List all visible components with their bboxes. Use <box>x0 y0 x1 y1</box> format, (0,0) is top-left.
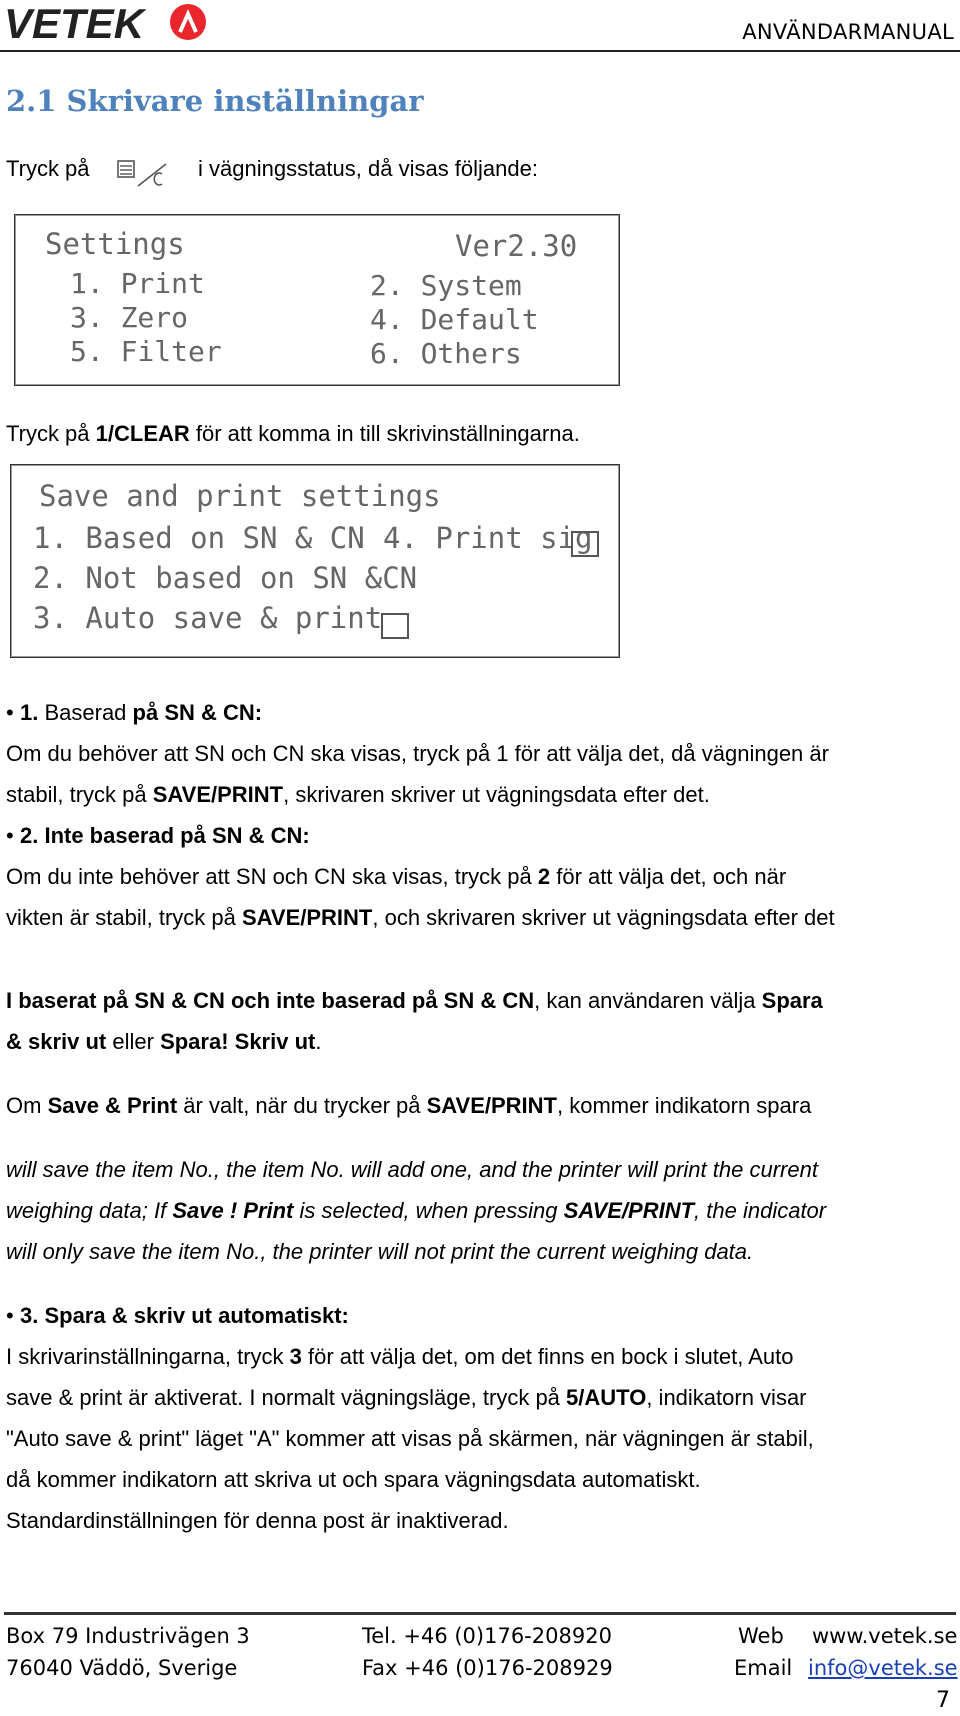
footer-tel: Tel. +46 (0)176-208920 <box>362 1624 612 1648</box>
intro-after: i vägningsstatus, då visas följande: <box>198 156 538 181</box>
option-1-heading: • 1. Baserad på SN & CN: <box>6 700 263 725</box>
print-sig-checkbox[interactable] <box>571 531 599 557</box>
settings-screen-version: Ver2.30 <box>455 229 578 263</box>
vetek-logo <box>4 0 224 48</box>
footer-web-label: Web <box>738 1624 784 1648</box>
option-2-line2: vikten är stabil, tryck på SAVE/PRINT, och skrivaren skriver ut vägningsdata efter det <box>6 905 835 930</box>
settings-item: 2. System <box>370 269 522 302</box>
footer-email-label: Email <box>734 1656 793 1680</box>
footer-web-link[interactable]: www.vetek.se <box>812 1624 958 1648</box>
page-number: 7 <box>936 1688 950 1713</box>
footer-address-1: Box 79 Industrivägen 3 <box>6 1624 250 1648</box>
english-line2: weighing data; If Save ! Print is selected, when pressing SAVE/PRINT, the indicator <box>6 1198 827 1223</box>
footer-fax: Fax +46 (0)176-208929 <box>362 1656 613 1680</box>
doc-title: ANVÄNDARMANUAL <box>742 20 954 44</box>
option-2-line1: Om du inte behöver att SN och CN ska visas, tryck på 2 för att välja det, och när <box>6 864 787 889</box>
save-print-option-4: 4. Print sig <box>383 521 593 555</box>
settings-item: 4. Default <box>370 303 539 336</box>
instruction-line: Tryck på 1/CLEAR för att komma in till skrivinställningarna. <box>6 421 580 446</box>
settings-screen <box>14 214 620 386</box>
settings-item: 3. Zero <box>70 301 189 334</box>
settings-screen-title: Settings <box>45 227 185 261</box>
option-3-line3: "Auto save & print" läget "A" kommer att visas på skärmen, när vägningen är stabil, <box>6 1426 814 1451</box>
option-3-line2: save & print är aktiverat. I normalt vägningsläge, tryck på 5/AUTO, indikatorn visar <box>6 1385 807 1410</box>
save-print-paragraph: Om Save & Print är valt, när du trycker på SAVE/PRINT, kommer indikatorn spara <box>6 1093 812 1118</box>
choice-paragraph-line1: I baserat på SN & CN och inte baserad på SN & CN, kan användaren välja Spara <box>6 988 823 1013</box>
option-1-line2: stabil, tryck på SAVE/PRINT, skrivaren skriver ut vägningsdata efter det. <box>6 782 710 807</box>
option-2-heading: • 2. Inte baserad på SN & CN: <box>6 823 310 848</box>
footer-rule <box>4 1612 956 1615</box>
auto-save-checkbox[interactable] <box>381 613 409 639</box>
save-print-option-1: 1. Based on SN & CN <box>33 521 365 555</box>
header-rule <box>0 50 960 52</box>
save-print-option-2: 2. Not based on SN &CN <box>33 561 418 595</box>
choice-paragraph-line2: & skriv ut eller Spara! Skriv ut. <box>6 1029 322 1054</box>
intro-line <box>6 156 90 182</box>
section-title: 2.1 Skrivare inställningar <box>6 84 424 118</box>
option-1-line1: Om du behöver att SN och CN ska visas, tryck på 1 för att välja det, då vägningen är <box>6 741 829 766</box>
option-3-line1: I skrivarinställningarna, tryck 3 för att välja det, om det finns en bock i slutet, Auto <box>6 1344 794 1369</box>
option-3-line4: då kommer indikatorn att skriva ut och spara vägningsdata automatiskt. <box>6 1467 701 1492</box>
logo-text: VETEK <box>4 0 145 47</box>
settings-item: 1. Print <box>70 267 205 300</box>
save-print-title: Save and print settings <box>39 479 441 513</box>
option-3-line5: Standardinställningen för denna post är inaktiverad. <box>6 1508 509 1533</box>
print-settings-key-icon <box>116 158 180 201</box>
settings-item: 5. Filter <box>70 335 222 368</box>
save-print-screen <box>10 464 620 658</box>
intro-before: Tryck på <box>6 156 90 181</box>
save-print-option-3: 3. Auto save & print <box>33 601 383 635</box>
settings-item: 6. Others <box>370 337 522 370</box>
footer-email-link[interactable]: info@vetek.se <box>808 1656 958 1680</box>
clear-key: 1/CLEAR <box>95 421 190 446</box>
option-3-heading: • 3. Spara & skriv ut automatiskt: <box>6 1303 349 1328</box>
english-line3: will only save the item No., the printer will not print the current weighing data. <box>6 1239 754 1264</box>
english-line1: will save the item No., the item No. will add one, and the printer will print the current <box>6 1157 818 1182</box>
footer-address-2: 76040 Väddö, Sverige <box>6 1656 238 1680</box>
